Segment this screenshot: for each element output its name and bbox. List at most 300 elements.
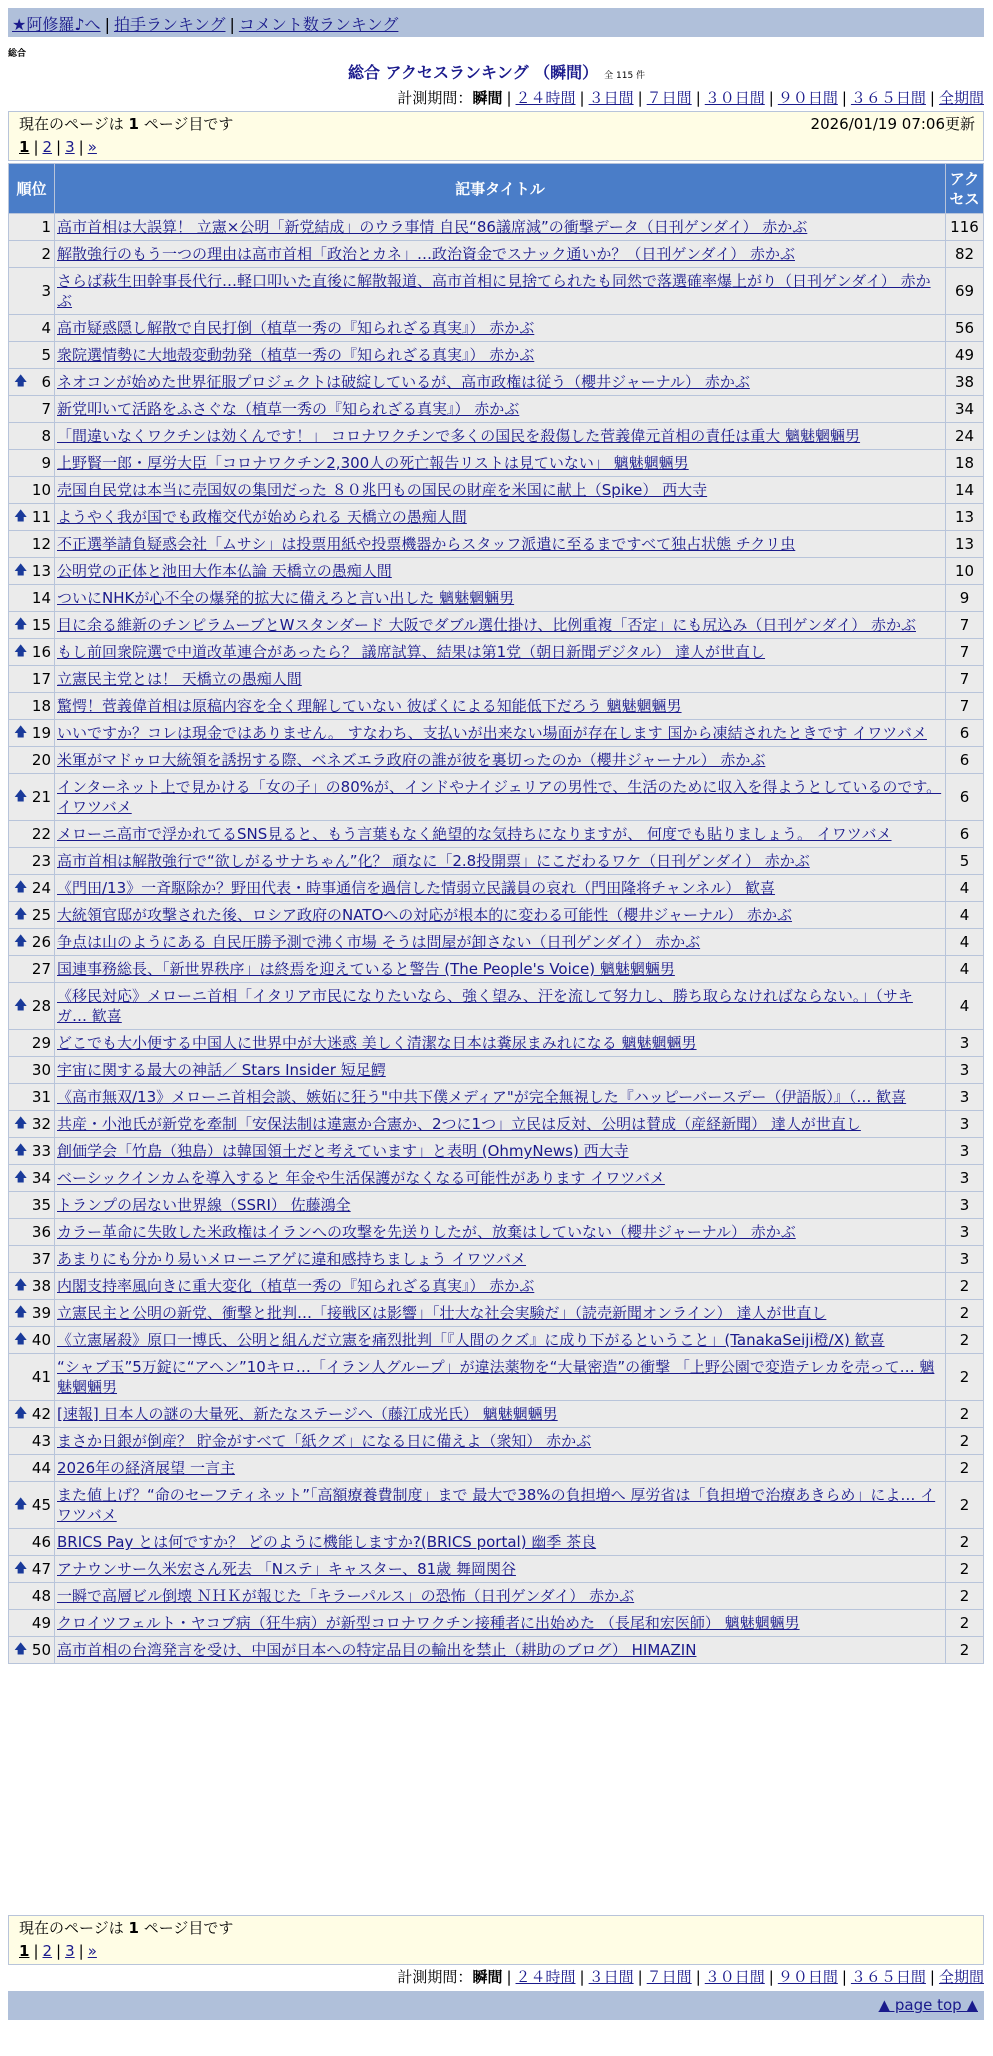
article-title-link[interactable]: どこでも大小便する中国人に世界中が大迷惑 美しく清潔な日本は糞尿まみれになる 魑魅魍魎男: [57, 1034, 697, 1052]
article-title-link[interactable]: 争点は山のようにある 自民圧勝予測で沸く市場 そうは問屋が卸さない（日刊ゲンダイ） 赤かぶ: [57, 933, 701, 951]
access-count: 2: [946, 1300, 984, 1327]
page-3-link[interactable]: 3: [65, 138, 75, 156]
next-page-link[interactable]: »: [87, 138, 97, 156]
rank-cell: [9, 848, 55, 875]
rank-cell: [9, 241, 55, 268]
period-7d-link[interactable]: ７日間: [646, 89, 692, 107]
table-row: [9, 1084, 984, 1111]
access-count: 3: [946, 1138, 984, 1165]
up-arrow-icon: 🡅: [14, 1305, 28, 1320]
table-row: [9, 956, 984, 983]
article-title-link[interactable]: 不正選挙請負疑惑会社「ムサシ」は投票用紙や投票機器からスタッフ派遣に至るまですべて独占状態 チクリ虫: [57, 535, 796, 553]
table-row: [9, 241, 984, 268]
nav-separator: |: [104, 15, 110, 34]
title-cell: [55, 477, 946, 504]
title-cell: [55, 342, 946, 369]
rank-number: 46: [31, 1533, 51, 1551]
up-arrow-icon: 🡅: [14, 1116, 28, 1131]
table-row: [9, 1354, 984, 1401]
rank-cell: [9, 956, 55, 983]
up-arrow-icon: 🡅: [14, 1143, 28, 1158]
access-count: 9: [946, 585, 984, 612]
access-count: 14: [946, 477, 984, 504]
table-row: [9, 1219, 984, 1246]
rank-cell: [9, 1111, 55, 1138]
rank-number: 30: [31, 1061, 51, 1079]
rank-cell: [9, 612, 55, 639]
rank-number: 48: [31, 1587, 51, 1605]
title-cell: [55, 1637, 946, 1664]
period-7d-link[interactable]: ７日間: [646, 1968, 692, 1986]
table-row: [9, 1246, 984, 1273]
rank-number: 24: [31, 879, 51, 897]
access-count: 6: [946, 774, 984, 821]
current-page-suffix: ページ目です: [143, 115, 234, 133]
title-cell: [55, 1482, 946, 1529]
rank-cell: [9, 774, 55, 821]
article-title-link[interactable]: あまりにも分かり易いメローニアゲに違和感持ちましょう イワツバメ: [57, 1250, 527, 1268]
table-row: [9, 1273, 984, 1300]
access-count: 2: [946, 1610, 984, 1637]
period-separator: |: [579, 1968, 585, 1986]
rank-number: 39: [31, 1304, 51, 1322]
title-cell: [55, 929, 946, 956]
article-title-link[interactable]: アナウンサー久米宏さん死去 「Nステ」キャスター、81歳 舞岡関谷: [57, 1560, 516, 1578]
article-title-link[interactable]: ベーシックインカムを導入すると 年金や生活保護がなくなる可能性があります イワツバメ: [57, 1169, 665, 1187]
rank-cell: [9, 1401, 55, 1428]
table-row: [9, 369, 984, 396]
title-cell: [55, 1354, 946, 1401]
table-row: [9, 1455, 984, 1482]
title-cell: [55, 315, 946, 342]
article-title-link[interactable]: 「間違いなくワクチンは効くんです！」 コロナワクチンで多くの国民を殺傷した菅義偉元首相の責任は重大 魑魅魍魎男: [57, 427, 861, 445]
rank-number: 40: [31, 1331, 51, 1349]
period-separator: |: [768, 89, 774, 107]
article-title-link[interactable]: クロイツフェルト・ヤコブ病（狂牛病）が新型コロナワクチン接種者に出始めた （長尾和宏医師） 魑魅魍魎男: [57, 1614, 800, 1632]
rank-number: 15: [31, 616, 51, 634]
rank-number: 3: [41, 282, 51, 300]
access-count: 49: [946, 342, 984, 369]
access-count: 4: [946, 956, 984, 983]
page-top-link[interactable]: ▲ page top ▲: [878, 1996, 978, 2014]
article-title-link[interactable]: 衆院選情勢に大地殻変動勃発（植草一秀の『知られざる真実』） 赤かぶ: [57, 346, 535, 364]
page-info-top: [8, 111, 984, 161]
table-row: [9, 639, 984, 666]
rank-cell: [9, 268, 55, 315]
rank-cell: [9, 929, 55, 956]
title-cell: [55, 450, 946, 477]
next-page-link[interactable]: »: [87, 1942, 97, 1960]
period-selector-top: [397, 87, 984, 108]
period-separator: |: [929, 1968, 935, 1986]
title-cell: [55, 1556, 946, 1583]
period-separator: |: [506, 89, 512, 107]
rank-cell: [9, 639, 55, 666]
access-count: 3: [946, 1246, 984, 1273]
table-row: [9, 558, 984, 585]
period-separator: |: [637, 89, 643, 107]
applause-ranking-link[interactable]: 拍手ランキング: [113, 15, 226, 34]
title-cell: [55, 1192, 946, 1219]
article-title-link[interactable]: 売国自民党は本当に売国奴の集団だった ８０兆円もの国民の財産を米国に献上（Spike） 西大寺: [57, 481, 708, 499]
page-3-link[interactable]: 3: [65, 1942, 75, 1960]
article-title-link[interactable]: 解散強行のもう一つの理由は高市首相「政治とカネ」…政治資金でスナック通いか？（日刊ゲンダイ） 赤かぶ: [57, 245, 795, 263]
access-count: 2: [946, 1556, 984, 1583]
period-separator: |: [637, 1968, 643, 1986]
title-cell: [55, 1529, 946, 1556]
rank-cell: [9, 477, 55, 504]
access-count: 3: [946, 1030, 984, 1057]
period-separator: |: [695, 1968, 701, 1986]
rank-number: 16: [31, 643, 51, 661]
period-30d-link[interactable]: ３０日間: [704, 1968, 765, 1986]
up-arrow-icon: 🡅: [14, 644, 28, 659]
ranking-title: 総合 アクセスランキング （瞬間）: [347, 63, 599, 82]
article-title-link[interactable]: 高市首相は大誤算！ 立憲×公明「新党結成」のウラ事情 自民“86議席減”の衝撃データ（日刊ゲンダイ） 赤かぶ: [57, 218, 808, 236]
table-row: [9, 1637, 984, 1664]
table-row: [9, 720, 984, 747]
current-page-number: 1: [128, 115, 139, 133]
page-current: 1: [19, 1942, 30, 1960]
rank-cell: [9, 1057, 55, 1084]
table-row: [9, 1138, 984, 1165]
article-title-link[interactable]: 高市首相の台湾発言を受け、中国が日本への特定品目の輸出を禁止（耕助のブログ） HIMAZIN: [57, 1641, 697, 1659]
period-separator: |: [929, 89, 935, 107]
rank-number: 10: [31, 481, 51, 499]
article-title-link[interactable]: メローニ高市で浮かれてるSNS見ると、もう言葉もなく絶望的な気持ちになりますが、 何度でも貼りましょう。 イワツバメ: [57, 825, 892, 843]
article-title-link[interactable]: 一瞬で高層ビル倒壊 ＮＨＫが報じた「キラーパルス」の恐怖（日刊ゲンダイ） 赤かぶ: [57, 1587, 635, 1605]
title-cell: [55, 558, 946, 585]
access-count: 2: [946, 1428, 984, 1455]
period-3d-link[interactable]: ３日間: [588, 89, 634, 107]
title-cell: [55, 1428, 946, 1455]
title-cell: [55, 956, 946, 983]
table-row: [9, 1030, 984, 1057]
article-title-link[interactable]: まさか日銀が倒産？ 貯金がすべて「紙クズ」になる日に備えよ（衆知） 赤かぶ: [57, 1432, 592, 1450]
period-90d-link[interactable]: ９０日間: [777, 89, 838, 107]
article-title-link[interactable]: 驚愕！菅義偉首相は原稿内容を全く理解していない 彼ばくによる知能低下だろう 魑魅魍魎男: [57, 697, 682, 715]
access-count: 69: [946, 268, 984, 315]
table-row: [9, 477, 984, 504]
access-count: 3: [946, 1111, 984, 1138]
rank-number: 43: [31, 1432, 51, 1450]
rank-number: 33: [31, 1142, 51, 1160]
title-cell: [55, 902, 946, 929]
rank-number: 47: [31, 1560, 51, 1578]
article-title-link[interactable]: 《移民対応》メローニ首相「イタリア市民になりたいなら、強く望み、汗を流して努力し、勝ち取らなければならない。」（サキガ… 歓喜: [57, 987, 913, 1025]
rank-number: 26: [31, 933, 51, 951]
rank-cell: [9, 666, 55, 693]
period-30d-link[interactable]: ３０日間: [704, 89, 765, 107]
current-page-prefix: 現在のページは: [19, 115, 124, 133]
rank-cell: [9, 558, 55, 585]
article-title-link[interactable]: 内閣支持率風向きに重大変化（植草一秀の『知られざる真実』） 赤かぶ: [57, 1277, 535, 1295]
article-title-link[interactable]: 立憲民主と公明の新党、衝撃と批判…「接戦区は影響」「壮大な社会実験だ」（読売新聞オンライン） 達人が世直し: [57, 1304, 827, 1322]
table-row: [9, 423, 984, 450]
article-title-link[interactable]: 国連事務総長、「新世界秩序」は終焉を迎えていると警告 (The People's Voice) 魑魅魍魎男: [57, 960, 675, 978]
ranking-table: [8, 163, 984, 1664]
up-arrow-icon: 🡅: [14, 998, 28, 1013]
period-all-link[interactable]: 全期間: [938, 1968, 984, 1986]
title-cell: [55, 531, 946, 558]
rank-cell: [9, 875, 55, 902]
title-cell: [55, 666, 946, 693]
access-count: 2: [946, 1637, 984, 1664]
access-count: 4: [946, 875, 984, 902]
article-title-link[interactable]: ネオコンが始めた世界征服プロジェクトは破綻しているが、高市政権は従う（櫻井ジャーナル） 赤かぶ: [57, 373, 750, 391]
access-count: 3: [946, 1084, 984, 1111]
up-arrow-icon: 🡅: [14, 907, 28, 922]
article-title-link[interactable]: また値上げ？“命のセーフティネット”「高額療養費制度」まで 最大で38%の負担増へ 厚労省は「負担増で治療あきらめ」によ… イワツバメ: [57, 1486, 936, 1524]
article-title-link[interactable]: [速報] 日本人の謎の大量死、新たなステージへ（藤江成光氏） 魑魅魍魎男: [57, 1405, 558, 1423]
rank-number: 8: [41, 427, 51, 445]
title-cell: [55, 639, 946, 666]
updated-time: 2026/01/19 07:06更新: [810, 115, 975, 133]
article-title-link[interactable]: さらば萩生田幹事長代行…軽口叩いた直後に解散報道、高市首相に見捨てられたも同然で落選確率爆上がり（日刊ゲンダイ） 赤かぶ: [57, 272, 931, 310]
article-title-link[interactable]: 《高市無双/13》メローニ首相会談、嫉妬に狂う"中共下僕メディア"が完全無視した『ハッピーバースデー（伊語版）』（… 歓喜: [57, 1088, 907, 1106]
up-arrow-icon: 🡅: [14, 1561, 28, 1576]
category-tag: 総合: [8, 49, 27, 59]
nav-separator: |: [229, 15, 235, 34]
title-cell: [55, 1583, 946, 1610]
article-title-link[interactable]: 立憲民主党とは！ 天橋立の愚痴人間: [57, 670, 302, 688]
asyura-home-link[interactable]: ★阿修羅♪へ: [12, 15, 101, 34]
rank-number: 5: [41, 346, 51, 364]
article-title-link[interactable]: インターネット上で見かける「女の子」の80%が、インドやナイジェリアの男性で、生活のために収入を得ようとしているのです。 イワツバメ: [57, 778, 942, 816]
rank-cell: [9, 1246, 55, 1273]
article-title-link[interactable]: 創価学会「竹島（独島）は韓国領土だと考えています」と表明 (OhmyNews) 西大寺: [57, 1142, 629, 1160]
rank-cell: [9, 1030, 55, 1057]
table-row: [9, 1556, 984, 1583]
rank-number: 1: [41, 218, 51, 236]
rank-cell: [9, 1556, 55, 1583]
rank-number: 28: [31, 997, 51, 1015]
rank-number: 21: [31, 788, 51, 806]
rank-column-header: 順位: [9, 164, 55, 214]
rank-number: 23: [31, 852, 51, 870]
article-title-link[interactable]: 共産・小池氏が新党を牽制「安保法制は違憲か合憲か、2つに1つ」立民は反対、公明は賛成（産経新聞） 達人が世直し: [57, 1115, 861, 1133]
ranking-table-body: [9, 214, 984, 1664]
rank-number: 38: [31, 1277, 51, 1295]
up-arrow-icon: 🡅: [14, 374, 28, 389]
access-count: 4: [946, 902, 984, 929]
up-arrow-icon: 🡅: [14, 1170, 28, 1185]
article-title-link[interactable]: 高市首相は解散強行で“欲しがるサナちゃん”化？ 頑なに「2.8投開票」にこだわるワケ（日刊ゲンダイ） 赤かぶ: [57, 852, 810, 870]
rank-cell: [9, 315, 55, 342]
page-2-link[interactable]: 2: [42, 138, 53, 156]
current-page-suffix: ページ目です: [143, 1919, 234, 1937]
period-3d-link[interactable]: ３日間: [588, 1968, 634, 1986]
rank-cell: [9, 1138, 55, 1165]
period-separator: |: [506, 1968, 512, 1986]
table-row: [9, 929, 984, 956]
table-row: [9, 902, 984, 929]
access-count: 7: [946, 639, 984, 666]
rank-number: 32: [31, 1115, 51, 1133]
article-title-link[interactable]: 大統領官邸が攻撃された後、ロシア政府のNATOへの対応が根本的に変わる可能性（櫻井ジャーナル） 赤かぶ: [57, 906, 793, 924]
page-2-link[interactable]: 2: [42, 1942, 53, 1960]
table-row: [9, 612, 984, 639]
access-count: 56: [946, 315, 984, 342]
table-row: [9, 1428, 984, 1455]
rank-cell: [9, 585, 55, 612]
rank-cell: [9, 1084, 55, 1111]
period-separator: |: [841, 89, 847, 107]
pager-separator: |: [78, 1942, 84, 1960]
period-365d-link[interactable]: ３６５日間: [850, 89, 926, 107]
access-count: 3: [946, 1192, 984, 1219]
period-365d-link[interactable]: ３６５日間: [850, 1968, 926, 1986]
rank-number: 25: [31, 906, 51, 924]
article-title-link[interactable]: 上野賢一郎・厚労大臣「コロナワクチン2,300人の死亡報告リストは見ていない」 魑魅魍魎男: [57, 454, 689, 472]
period-90d-link[interactable]: ９０日間: [777, 1968, 838, 1986]
title-cell: [55, 504, 946, 531]
up-arrow-icon: 🡅: [14, 617, 28, 632]
rank-cell: [9, 342, 55, 369]
table-row: [9, 1327, 984, 1354]
current-page-number: 1: [128, 1919, 139, 1937]
title-cell: [55, 875, 946, 902]
article-title-link[interactable]: 目に余る維新のチンピラムーブとWスタンダード 大阪でダブル選仕掛け、比例重複「否定」にも尻込み（日刊ゲンダイ） 赤かぶ: [57, 616, 916, 634]
table-row: [9, 450, 984, 477]
title-cell: [55, 848, 946, 875]
table-row: [9, 504, 984, 531]
rank-number: 9: [41, 454, 51, 472]
rank-cell: [9, 1219, 55, 1246]
title-cell: [55, 612, 946, 639]
article-title-link[interactable]: トランプの居ない世界線（SSRI） 佐藤鴻全: [57, 1196, 351, 1214]
article-title-link[interactable]: BRICS Pay とは何ですか？ どのように機能しますか?(BRICS portal) 幽季 茶良: [57, 1533, 597, 1551]
article-title-link[interactable]: 新党叩いて活路をふさぐな（植草一秀の『知られざる真実』） 赤かぶ: [57, 400, 520, 418]
total-count: 全 115 件: [604, 71, 646, 81]
table-row: [9, 1482, 984, 1529]
access-count: 2: [946, 1583, 984, 1610]
access-count: 116: [946, 214, 984, 241]
rank-number: 11: [31, 508, 51, 526]
title-cell: [55, 1455, 946, 1482]
up-arrow-icon: 🡅: [14, 563, 28, 578]
pagination-bottom: [9, 1940, 983, 1964]
rank-cell: [9, 369, 55, 396]
title-cell: [55, 1610, 946, 1637]
pagination-top: [9, 136, 983, 160]
period-24h-link[interactable]: ２４時間: [515, 1968, 576, 1986]
period-separator: |: [695, 89, 701, 107]
rank-number: 44: [31, 1459, 51, 1477]
access-count: 6: [946, 720, 984, 747]
rank-cell: [9, 1327, 55, 1354]
up-arrow-icon: 🡅: [14, 1497, 28, 1512]
title-cell: [55, 774, 946, 821]
access-count: 34: [946, 396, 984, 423]
article-title-link[interactable]: 公明党の正体と池田大作本仏論 天橋立の愚痴人間: [57, 562, 392, 580]
title-cell: [55, 1300, 946, 1327]
period-separator: |: [579, 89, 585, 107]
comment-ranking-link[interactable]: コメント数ランキング: [238, 15, 399, 34]
table-row: [9, 774, 984, 821]
rank-cell: [9, 214, 55, 241]
article-title-link[interactable]: 《立憲屠殺》原口一博氏、公明と組んだ立憲を痛烈批判「『人間のクズ』に成り下がるということ」(TanakaSeiji橙/X) 歓喜: [57, 1331, 885, 1349]
up-arrow-icon: 🡅: [14, 725, 28, 740]
access-count: 5: [946, 848, 984, 875]
article-title-link[interactable]: 宇宙に関する最大の神話／ Stars Insider 短足鰐: [57, 1061, 386, 1079]
title-cell: [55, 585, 946, 612]
article-title-link[interactable]: カラー革命に失敗した米政権はイランへの攻撃を先送りしたが、放棄はしていない（櫻井ジャーナル） 赤かぶ: [57, 1223, 796, 1241]
page-title: [0, 60, 993, 83]
access-count: 13: [946, 531, 984, 558]
rank-number: 35: [31, 1196, 51, 1214]
rank-cell: [9, 1273, 55, 1300]
rank-cell: [9, 747, 55, 774]
rank-cell: [9, 423, 55, 450]
article-title-link[interactable]: ついにNHKが心不全の爆発的拡大に備えろと言い出した 魑魅魍魎男: [57, 589, 515, 607]
article-title-link[interactable]: いいですか？コレは現金ではありません。 すなわち、支払いが出来ない場面が存在します 国から凍結されたときです イワツバメ: [57, 724, 927, 742]
title-cell: [55, 821, 946, 848]
rank-cell: [9, 821, 55, 848]
page-info-bottom: [8, 1915, 984, 1965]
access-count: 7: [946, 693, 984, 720]
article-title-link[interactable]: 米軍がマドゥロ大統領を誘拐する際、ベネズエラ政府の誰が彼を裏切ったのか（櫻井ジャーナル） 赤かぶ: [57, 751, 766, 769]
rank-number: 14: [31, 589, 51, 607]
article-title-link[interactable]: 《門田/13》一斉駆除か？野田代表・時事通信を過信した情弱立民議員の哀れ（門田隆将チャンネル） 歓喜: [57, 879, 776, 897]
title-cell: [55, 423, 946, 450]
up-arrow-icon: 🡅: [14, 1278, 28, 1293]
table-row: [9, 1111, 984, 1138]
title-column-header: 記事タイトル: [55, 164, 946, 214]
article-title-link[interactable]: もし前回衆院選で中道改革連合があったら？ 議席試算、結果は第1党（朝日新聞デジタル） 達人が世直し: [57, 643, 766, 661]
rank-cell: [9, 504, 55, 531]
access-count: 6: [946, 747, 984, 774]
rank-number: 17: [31, 670, 51, 688]
access-count: 18: [946, 450, 984, 477]
table-row: [9, 585, 984, 612]
current-page-info: [9, 1916, 983, 1940]
table-row: [9, 396, 984, 423]
rank-cell: [9, 1165, 55, 1192]
rank-number: 36: [31, 1223, 51, 1241]
table-row: [9, 214, 984, 241]
article-title-link[interactable]: ようやく我が国でも政権交代が始められる 天橋立の愚痴人間: [57, 508, 467, 526]
rank-number: 12: [31, 535, 51, 553]
table-row: [9, 1300, 984, 1327]
title-cell: [55, 720, 946, 747]
access-count: 3: [946, 1165, 984, 1192]
title-cell: [55, 1273, 946, 1300]
rank-number: 27: [31, 960, 51, 978]
rank-number: 31: [31, 1088, 51, 1106]
period-all-link[interactable]: 全期間: [938, 89, 984, 107]
access-count: 10: [946, 558, 984, 585]
rank-cell: [9, 450, 55, 477]
rank-cell: [9, 1455, 55, 1482]
rank-cell: [9, 983, 55, 1030]
rank-number: 42: [31, 1405, 51, 1423]
rank-number: 37: [31, 1250, 51, 1268]
access-count: 2: [946, 1354, 984, 1401]
table-row: [9, 693, 984, 720]
table-row: [9, 1583, 984, 1610]
article-title-link[interactable]: 2026年の経済展望 一言主: [57, 1459, 235, 1477]
article-title-link[interactable]: 高市疑惑隠し解散で自民打倒（植草一秀の『知られざる真実』） 赤かぶ: [57, 319, 535, 337]
up-arrow-icon: 🡅: [14, 1332, 28, 1347]
article-title-link[interactable]: “シャブ玉”5万錠に“アヘン”10キロ…「イラン人グループ」が違法薬物を“大量密造”の衝撃 「上野公園で変造テレカを売って… 魑魅魍魎男: [57, 1358, 935, 1396]
table-row: [9, 1610, 984, 1637]
table-row: [9, 848, 984, 875]
table-row: [9, 1529, 984, 1556]
period-24h-link[interactable]: ２４時間: [515, 89, 576, 107]
period-current: 瞬間: [472, 89, 503, 107]
title-cell: [55, 1246, 946, 1273]
